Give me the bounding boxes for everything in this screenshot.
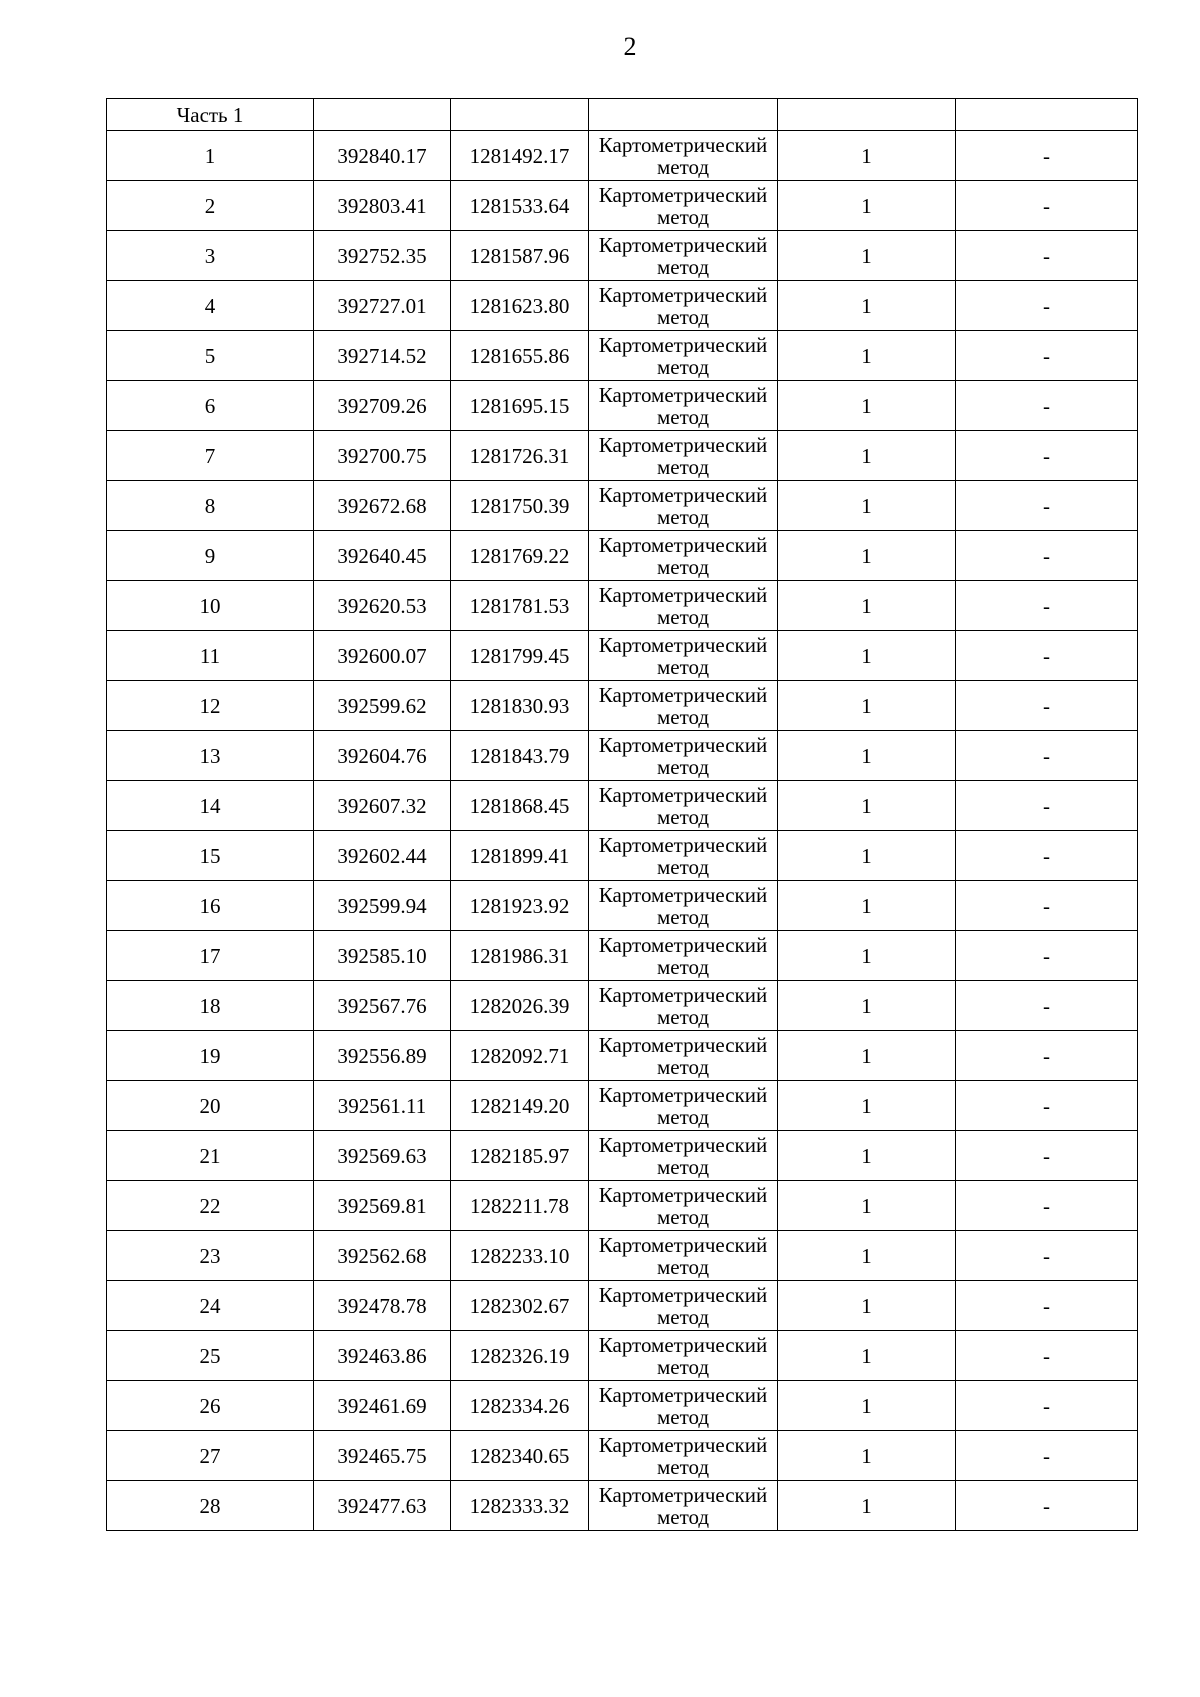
- y-coordinate-cell: 1282211.78: [451, 1181, 589, 1231]
- table-row: [107, 931, 1138, 981]
- method-text: метод: [656, 204, 710, 229]
- method-cell: [589, 1481, 778, 1531]
- value-cell: 1: [778, 1431, 956, 1481]
- x-coordinate-cell: 392478.78: [314, 1281, 451, 1331]
- point-number-cell: 26: [107, 1381, 314, 1431]
- y-coordinate-cell: 1282233.10: [451, 1231, 589, 1281]
- point-number-cell: 4: [107, 281, 314, 331]
- value-cell: 1: [778, 131, 956, 181]
- value-cell: 1: [778, 581, 956, 631]
- x-coordinate-cell: 392604.76: [314, 731, 451, 781]
- dash-cell: -: [956, 531, 1138, 581]
- table-row: [107, 281, 1138, 331]
- method-text: Картометрический: [598, 982, 768, 1007]
- dash-cell: -: [956, 431, 1138, 481]
- x-coordinate-cell: 392727.01: [314, 281, 451, 331]
- dash-cell: -: [956, 1081, 1138, 1131]
- value-cell: 1: [778, 1281, 956, 1331]
- dash-cell: -: [956, 781, 1138, 831]
- y-coordinate-cell: 1281868.45: [451, 781, 589, 831]
- dash-cell: -: [956, 981, 1138, 1031]
- method-text: Картометрический: [598, 782, 768, 807]
- value-cell: 1: [778, 1131, 956, 1181]
- point-number-cell: 1: [107, 131, 314, 181]
- value-cell: 1: [778, 1381, 956, 1431]
- x-coordinate-cell: 392602.44: [314, 831, 451, 881]
- y-coordinate-cell: 1281695.15: [451, 381, 589, 431]
- method-text: Картометрический: [598, 232, 768, 257]
- x-coordinate-cell: 392556.89: [314, 1031, 451, 1081]
- x-coordinate-cell: 392600.07: [314, 631, 451, 681]
- method-text: метод: [656, 1054, 710, 1079]
- value-cell: 1: [778, 281, 956, 331]
- part-header-empty-cell: [589, 99, 778, 131]
- table-row: [107, 1181, 1138, 1231]
- x-coordinate-cell: 392569.63: [314, 1131, 451, 1181]
- table-row: [107, 1481, 1138, 1531]
- table-row: [107, 1381, 1138, 1431]
- method-text: метод: [656, 1204, 710, 1229]
- table-row: [107, 231, 1138, 281]
- y-coordinate-cell: 1281623.80: [451, 281, 589, 331]
- x-coordinate-cell: 392599.94: [314, 881, 451, 931]
- point-number-cell: 20: [107, 1081, 314, 1131]
- method-cell: [589, 331, 778, 381]
- method-text: метод: [656, 854, 710, 879]
- dash-cell: -: [956, 1031, 1138, 1081]
- method-cell: [589, 1031, 778, 1081]
- y-coordinate-cell: 1282092.71: [451, 1031, 589, 1081]
- dash-cell: -: [956, 331, 1138, 381]
- value-cell: 1: [778, 1331, 956, 1381]
- x-coordinate-cell: 392672.68: [314, 481, 451, 531]
- method-text: метод: [656, 754, 710, 779]
- method-text: Картометрический: [598, 1082, 768, 1107]
- x-coordinate-cell: 392803.41: [314, 181, 451, 231]
- method-cell: [589, 981, 778, 1031]
- y-coordinate-cell: 1281986.31: [451, 931, 589, 981]
- method-text: Картометрический: [598, 132, 768, 157]
- point-number-cell: 8: [107, 481, 314, 531]
- part-label: Часть 1: [107, 99, 314, 131]
- point-number-cell: 17: [107, 931, 314, 981]
- table-row: [107, 1331, 1138, 1381]
- method-text: метод: [656, 504, 710, 529]
- x-coordinate-cell: 392640.45: [314, 531, 451, 581]
- y-coordinate-cell: 1282149.20: [451, 1081, 589, 1131]
- value-cell: 1: [778, 381, 956, 431]
- x-coordinate-cell: 392562.68: [314, 1231, 451, 1281]
- table-row: [107, 1031, 1138, 1081]
- method-cell: [589, 131, 778, 181]
- method-cell: [589, 631, 778, 681]
- point-number-cell: 28: [107, 1481, 314, 1531]
- method-text: метод: [656, 154, 710, 179]
- method-text: Картометрический: [598, 482, 768, 507]
- table-row: [107, 531, 1138, 581]
- coordinates-table: [106, 98, 1138, 1531]
- value-cell: 1: [778, 331, 956, 381]
- method-text: метод: [656, 1254, 710, 1279]
- method-text: Картометрический: [598, 1182, 768, 1207]
- x-coordinate-cell: 392567.76: [314, 981, 451, 1031]
- x-coordinate-cell: 392461.69: [314, 1381, 451, 1431]
- value-cell: 1: [778, 231, 956, 281]
- method-cell: [589, 1281, 778, 1331]
- method-text: Картометрический: [598, 832, 768, 857]
- dash-cell: -: [956, 1481, 1138, 1531]
- x-coordinate-cell: 392477.63: [314, 1481, 451, 1531]
- point-number-cell: 23: [107, 1231, 314, 1281]
- method-cell: [589, 381, 778, 431]
- dash-cell: -: [956, 381, 1138, 431]
- method-cell: [589, 281, 778, 331]
- point-number-cell: 21: [107, 1131, 314, 1181]
- method-text: метод: [656, 604, 710, 629]
- point-number-cell: 7: [107, 431, 314, 481]
- method-text: Картометрический: [598, 882, 768, 907]
- method-text: метод: [656, 1354, 710, 1379]
- method-text: метод: [656, 1154, 710, 1179]
- table-row: [107, 681, 1138, 731]
- method-text: метод: [656, 354, 710, 379]
- method-text: метод: [656, 1504, 710, 1529]
- y-coordinate-cell: 1281726.31: [451, 431, 589, 481]
- y-coordinate-cell: 1282185.97: [451, 1131, 589, 1181]
- value-cell: 1: [778, 481, 956, 531]
- dash-cell: -: [956, 1181, 1138, 1231]
- point-number-cell: 2: [107, 181, 314, 231]
- method-cell: [589, 881, 778, 931]
- y-coordinate-cell: 1281923.92: [451, 881, 589, 931]
- point-number-cell: 15: [107, 831, 314, 881]
- x-coordinate-cell: 392752.35: [314, 231, 451, 281]
- y-coordinate-cell: 1282334.26: [451, 1381, 589, 1431]
- table-row: [107, 1281, 1138, 1331]
- method-cell: [589, 781, 778, 831]
- part-header-empty-cell: [956, 99, 1138, 131]
- method-cell: [589, 731, 778, 781]
- table-row: [107, 431, 1138, 481]
- point-number-cell: 3: [107, 231, 314, 281]
- table-row: [107, 331, 1138, 381]
- dash-cell: -: [956, 1331, 1138, 1381]
- point-number-cell: 6: [107, 381, 314, 431]
- table-row: [107, 481, 1138, 531]
- point-number-cell: 24: [107, 1281, 314, 1331]
- table-row: [107, 731, 1138, 781]
- table-row: [107, 981, 1138, 1031]
- table-row: [107, 631, 1138, 681]
- y-coordinate-cell: 1281899.41: [451, 831, 589, 881]
- part-header-empty-cell: [451, 99, 589, 131]
- dash-cell: -: [956, 731, 1138, 781]
- dash-cell: -: [956, 231, 1138, 281]
- method-cell: [589, 681, 778, 731]
- dash-cell: -: [956, 1231, 1138, 1281]
- method-cell: [589, 1181, 778, 1231]
- method-cell: [589, 481, 778, 531]
- method-text: метод: [656, 804, 710, 829]
- y-coordinate-cell: 1282302.67: [451, 1281, 589, 1331]
- x-coordinate-cell: 392561.11: [314, 1081, 451, 1131]
- method-text: метод: [656, 404, 710, 429]
- dash-cell: -: [956, 631, 1138, 681]
- y-coordinate-cell: 1281533.64: [451, 181, 589, 231]
- y-coordinate-cell: 1281655.86: [451, 331, 589, 381]
- value-cell: 1: [778, 631, 956, 681]
- method-text: Картометрический: [598, 1432, 768, 1457]
- value-cell: 1: [778, 981, 956, 1031]
- x-coordinate-cell: 392709.26: [314, 381, 451, 431]
- method-text: Картометрический: [598, 282, 768, 307]
- table-row: [107, 181, 1138, 231]
- value-cell: 1: [778, 1081, 956, 1131]
- method-text: Картометрический: [598, 632, 768, 657]
- dash-cell: -: [956, 1431, 1138, 1481]
- x-coordinate-cell: 392714.52: [314, 331, 451, 381]
- point-number-cell: 13: [107, 731, 314, 781]
- x-coordinate-cell: 392463.86: [314, 1331, 451, 1381]
- y-coordinate-cell: 1281750.39: [451, 481, 589, 531]
- method-text: метод: [656, 904, 710, 929]
- point-number-cell: 5: [107, 331, 314, 381]
- y-coordinate-cell: 1282340.65: [451, 1431, 589, 1481]
- table-row: [107, 131, 1138, 181]
- method-cell: [589, 231, 778, 281]
- method-cell: [589, 581, 778, 631]
- value-cell: 1: [778, 1481, 956, 1531]
- method-cell: [589, 1081, 778, 1131]
- value-cell: 1: [778, 1031, 956, 1081]
- table-row: [107, 1131, 1138, 1181]
- dash-cell: -: [956, 181, 1138, 231]
- method-cell: [589, 931, 778, 981]
- y-coordinate-cell: 1281587.96: [451, 231, 589, 281]
- point-number-cell: 12: [107, 681, 314, 731]
- value-cell: 1: [778, 931, 956, 981]
- method-text: Картометрический: [598, 1282, 768, 1307]
- method-text: Картометрический: [598, 1232, 768, 1257]
- method-text: Картометрический: [598, 582, 768, 607]
- dash-cell: -: [956, 881, 1138, 931]
- dash-cell: -: [956, 131, 1138, 181]
- value-cell: 1: [778, 431, 956, 481]
- value-cell: 1: [778, 531, 956, 581]
- x-coordinate-cell: 392585.10: [314, 931, 451, 981]
- method-text: метод: [656, 1104, 710, 1129]
- method-text: Картометрический: [598, 1032, 768, 1057]
- method-text: Картометрический: [598, 332, 768, 357]
- dash-cell: -: [956, 931, 1138, 981]
- method-text: метод: [656, 1454, 710, 1479]
- value-cell: 1: [778, 881, 956, 931]
- y-coordinate-cell: 1281830.93: [451, 681, 589, 731]
- dash-cell: -: [956, 1381, 1138, 1431]
- dash-cell: -: [956, 481, 1138, 531]
- method-text: метод: [656, 254, 710, 279]
- method-cell: [589, 1131, 778, 1181]
- table-body: [107, 99, 1138, 1531]
- table-row: [107, 831, 1138, 881]
- method-text: Картометрический: [598, 732, 768, 757]
- x-coordinate-cell: 392607.32: [314, 781, 451, 831]
- value-cell: 1: [778, 181, 956, 231]
- x-coordinate-cell: 392840.17: [314, 131, 451, 181]
- method-cell: [589, 531, 778, 581]
- method-text: Картометрический: [598, 682, 768, 707]
- page-number: 2: [623, 32, 637, 61]
- table-row: [107, 1431, 1138, 1481]
- point-number-cell: 22: [107, 1181, 314, 1231]
- method-cell: [589, 181, 778, 231]
- x-coordinate-cell: 392599.62: [314, 681, 451, 731]
- y-coordinate-cell: 1282026.39: [451, 981, 589, 1031]
- point-number-cell: 16: [107, 881, 314, 931]
- part-header-empty-cell: [314, 99, 451, 131]
- method-text: метод: [656, 1004, 710, 1029]
- point-number-cell: 18: [107, 981, 314, 1031]
- method-text: метод: [656, 304, 710, 329]
- dash-cell: -: [956, 281, 1138, 331]
- method-text: Картометрический: [598, 1332, 768, 1357]
- y-coordinate-cell: 1281843.79: [451, 731, 589, 781]
- method-text: метод: [656, 1404, 710, 1429]
- method-text: метод: [656, 454, 710, 479]
- method-text: Картометрический: [598, 932, 768, 957]
- y-coordinate-cell: 1282326.19: [451, 1331, 589, 1381]
- method-text: Картометрический: [598, 382, 768, 407]
- dash-cell: -: [956, 681, 1138, 731]
- method-cell: [589, 1231, 778, 1281]
- dash-cell: -: [956, 1281, 1138, 1331]
- method-text: Картометрический: [598, 1382, 768, 1407]
- value-cell: 1: [778, 781, 956, 831]
- y-coordinate-cell: 1281781.53: [451, 581, 589, 631]
- dash-cell: -: [956, 1131, 1138, 1181]
- value-cell: 1: [778, 681, 956, 731]
- point-number-cell: 27: [107, 1431, 314, 1481]
- y-coordinate-cell: 1281799.45: [451, 631, 589, 681]
- point-number-cell: 25: [107, 1331, 314, 1381]
- y-coordinate-cell: 1281492.17: [451, 131, 589, 181]
- part-header-row: [107, 99, 1138, 131]
- x-coordinate-cell: 392620.53: [314, 581, 451, 631]
- method-text: метод: [656, 704, 710, 729]
- table-row: [107, 1231, 1138, 1281]
- point-number-cell: 9: [107, 531, 314, 581]
- point-number-cell: 11: [107, 631, 314, 681]
- dash-cell: -: [956, 581, 1138, 631]
- point-number-cell: 14: [107, 781, 314, 831]
- value-cell: 1: [778, 1231, 956, 1281]
- method-text: Картометрический: [598, 1482, 768, 1507]
- method-cell: [589, 1381, 778, 1431]
- y-coordinate-cell: 1282333.32: [451, 1481, 589, 1531]
- table-row: [107, 381, 1138, 431]
- method-text: Картометрический: [598, 532, 768, 557]
- method-cell: [589, 1431, 778, 1481]
- table-row: [107, 1081, 1138, 1131]
- method-text: метод: [656, 1304, 710, 1329]
- method-text: Картометрический: [598, 1132, 768, 1157]
- value-cell: 1: [778, 1181, 956, 1231]
- dash-cell: -: [956, 831, 1138, 881]
- method-text: Картометрический: [598, 432, 768, 457]
- table-row: [107, 781, 1138, 831]
- value-cell: 1: [778, 831, 956, 881]
- x-coordinate-cell: 392569.81: [314, 1181, 451, 1231]
- x-coordinate-cell: 392465.75: [314, 1431, 451, 1481]
- method-cell: [589, 831, 778, 881]
- table-row: [107, 581, 1138, 631]
- method-cell: [589, 1331, 778, 1381]
- method-cell: [589, 431, 778, 481]
- method-text: метод: [656, 554, 710, 579]
- method-text: метод: [656, 654, 710, 679]
- part-header-empty-cell: [778, 99, 956, 131]
- point-number-cell: 19: [107, 1031, 314, 1081]
- x-coordinate-cell: 392700.75: [314, 431, 451, 481]
- method-text: Картометрический: [598, 182, 768, 207]
- table-row: [107, 881, 1138, 931]
- method-text: метод: [656, 954, 710, 979]
- value-cell: 1: [778, 731, 956, 781]
- y-coordinate-cell: 1281769.22: [451, 531, 589, 581]
- point-number-cell: 10: [107, 581, 314, 631]
